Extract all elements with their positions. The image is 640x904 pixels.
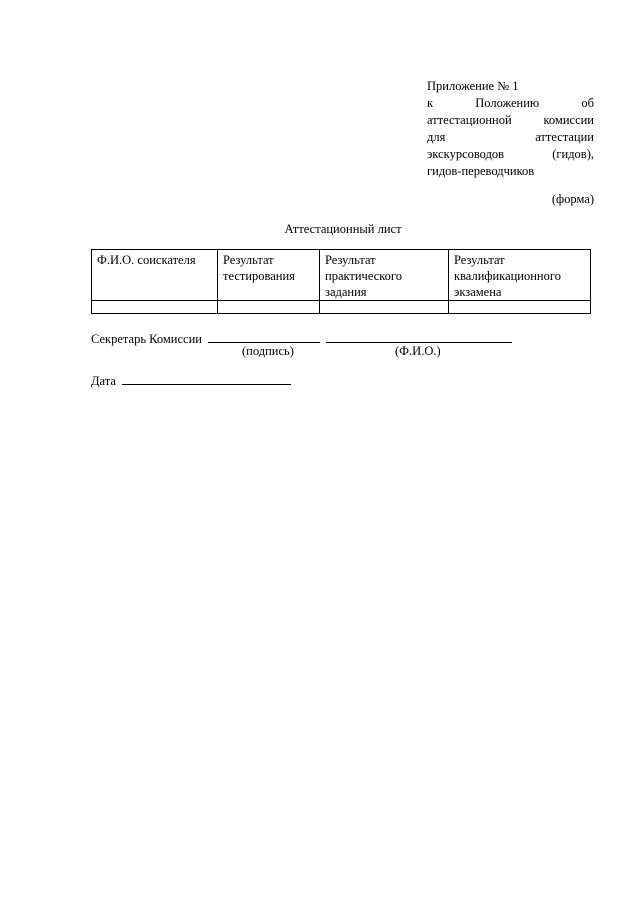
date-label: Дата (91, 374, 116, 388)
cell-candidate-name (92, 301, 218, 314)
header-exam-result: Результат квалификационного экзамена (449, 250, 591, 301)
secretary-label: Секретарь Комиссии (91, 332, 202, 346)
cell-test-result (218, 301, 320, 314)
date-row (91, 371, 291, 390)
appendix-line-2: к Положению об (427, 96, 594, 110)
table-row (92, 301, 591, 314)
full-name-line (326, 329, 512, 343)
appendix-line-4: для аттестации (427, 130, 594, 144)
table-header-row (92, 250, 591, 301)
appendix-header (427, 78, 594, 180)
cell-practical-result (320, 301, 449, 314)
header-candidate-name: Ф.И.О. соискателя (92, 250, 218, 301)
attestation-table (91, 249, 591, 314)
header-practical-result: Результат практического задания (320, 250, 449, 301)
signature-caption: (подпись) (242, 344, 294, 358)
appendix-line-3: аттестационной комиссии (427, 113, 594, 127)
document-title: Аттестационный лист (284, 222, 402, 236)
cell-exam-result (449, 301, 591, 314)
header-test-result: Результат тестирования (218, 250, 320, 301)
appendix-line-6: гидов-переводчиков (427, 164, 535, 178)
appendix-line-1: Приложение № 1 (427, 79, 519, 93)
secretary-signature-row (91, 329, 512, 348)
form-label: (форма) (551, 192, 594, 206)
signature-line (208, 329, 320, 343)
full-name-caption: (Ф.И.О.) (395, 344, 441, 358)
date-line (122, 371, 291, 385)
appendix-line-5: экскурсоводов (гидов), (427, 147, 594, 161)
